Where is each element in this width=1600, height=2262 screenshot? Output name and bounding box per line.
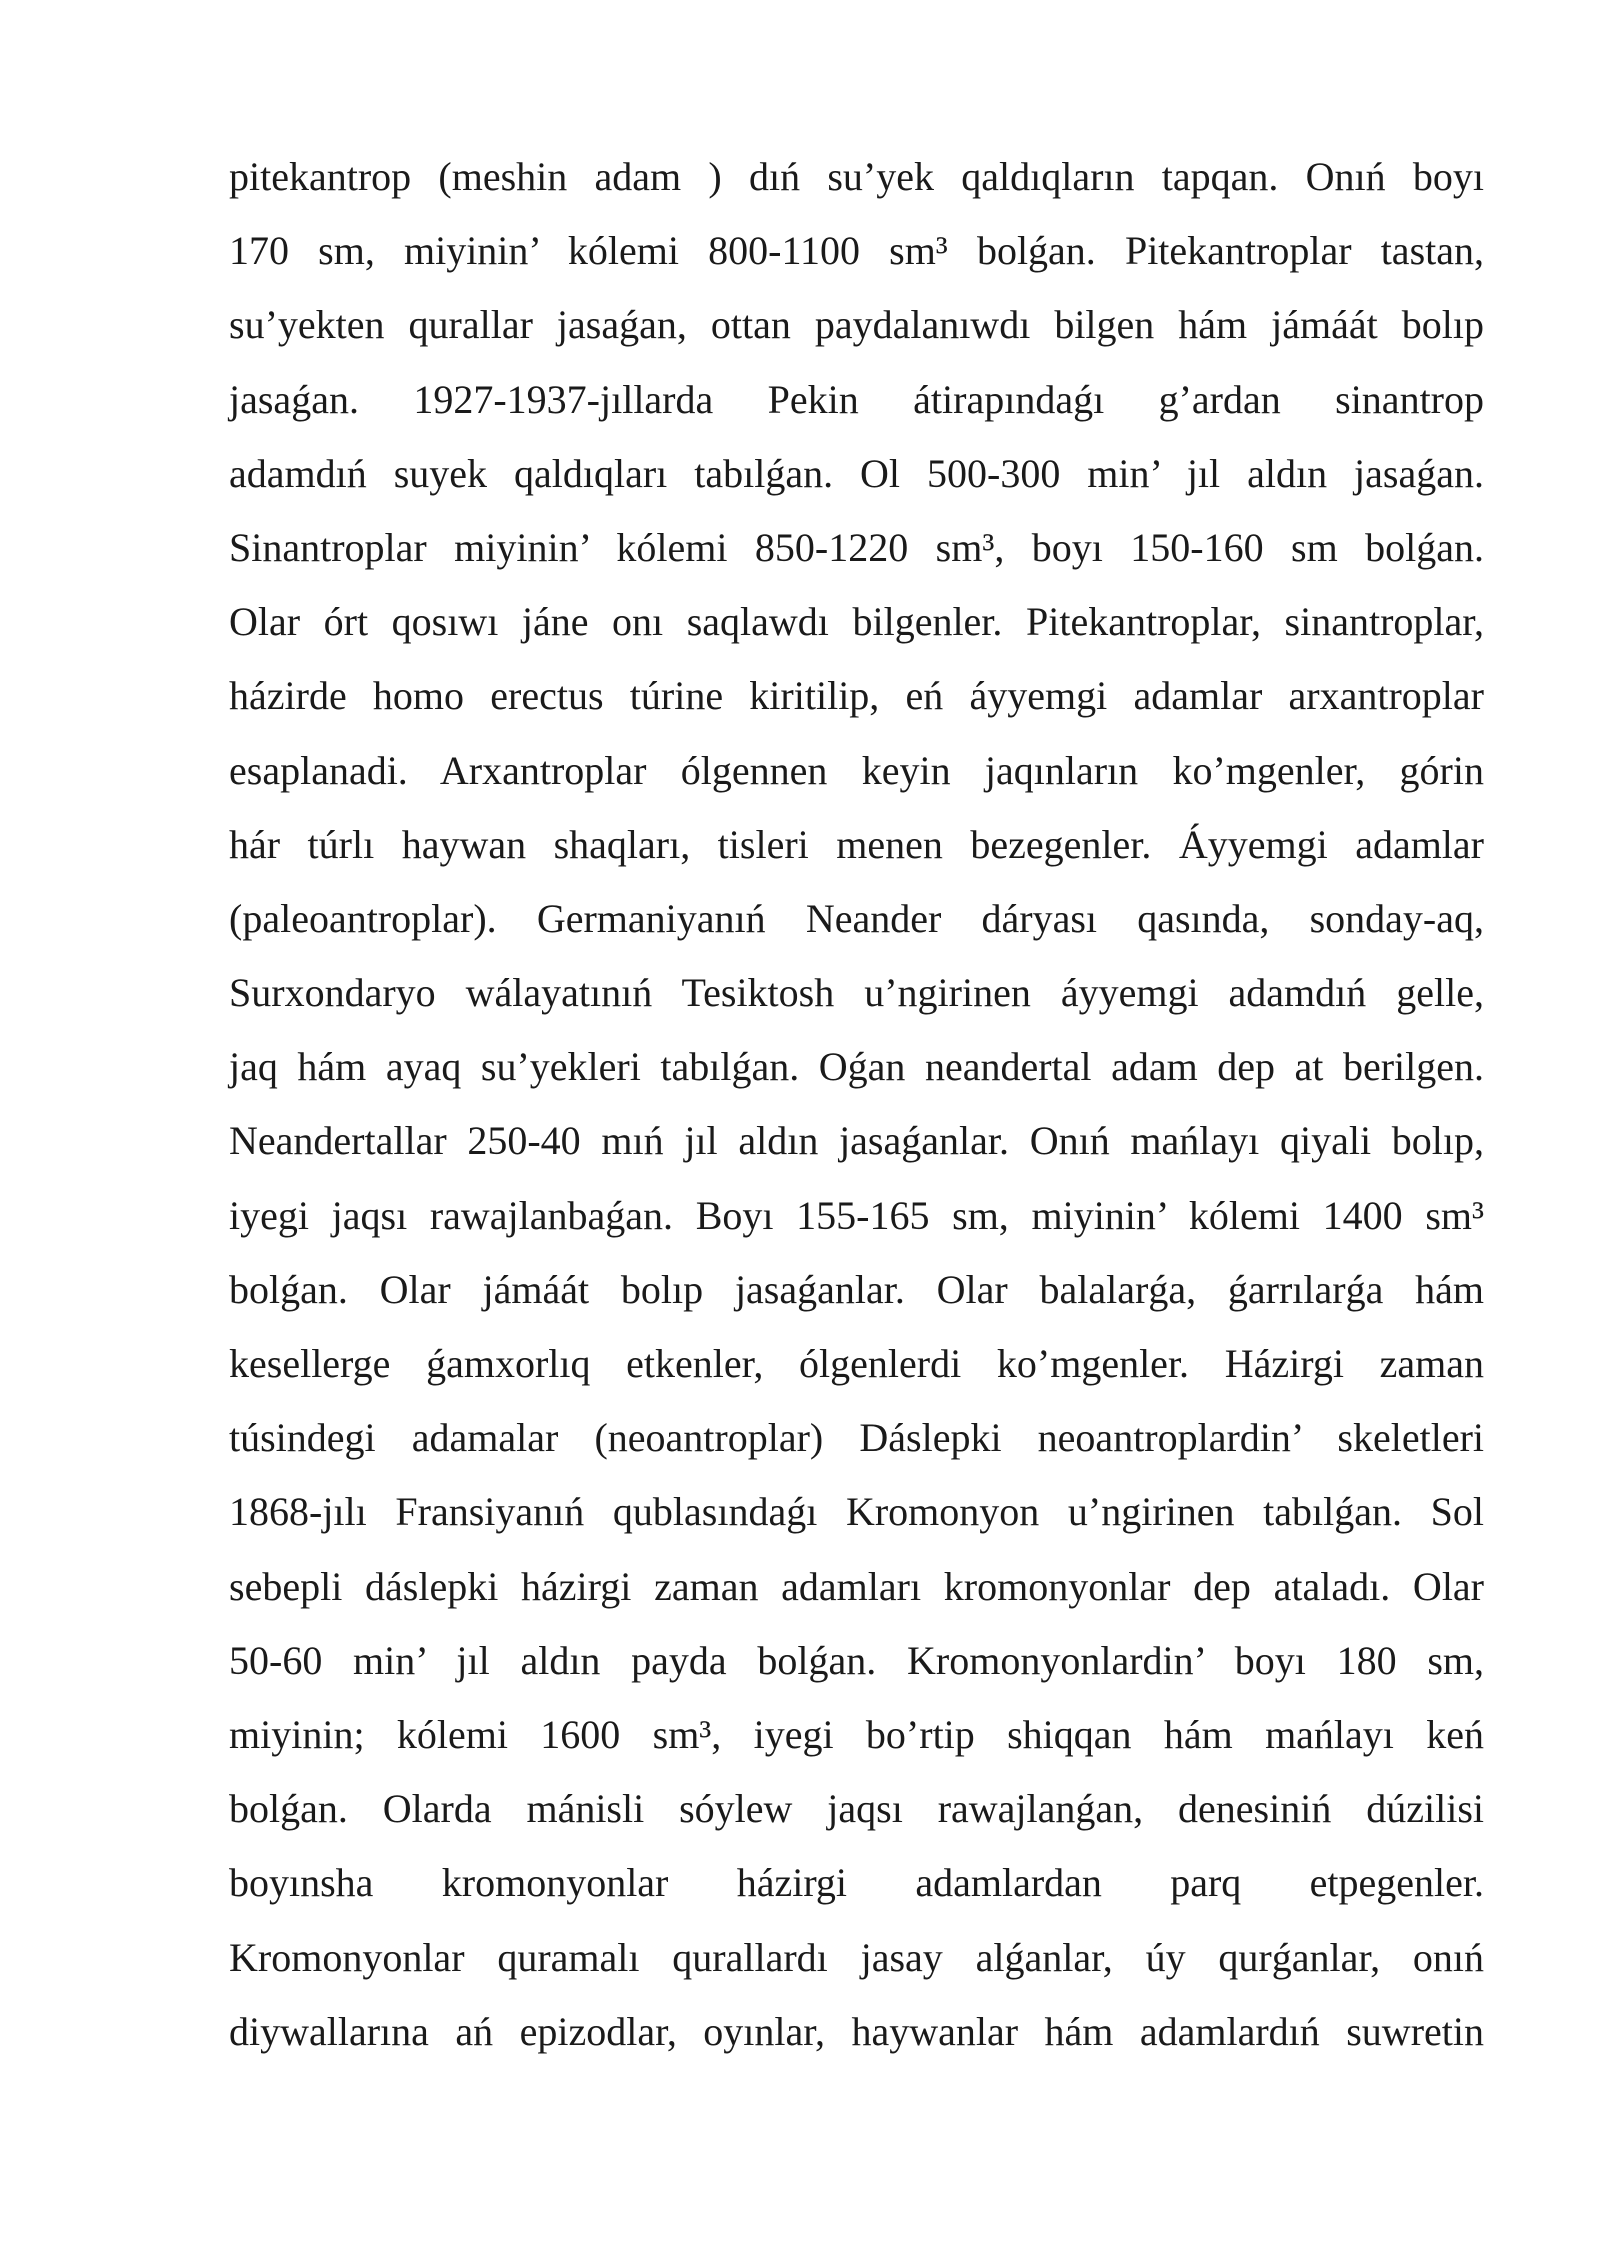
text-line: Sinantroplar miyinin’ kólemi 850-1220 sm³, boyı 150-160 sm bolǵan. [229,524,1484,570]
text-line: túsindegi adamalar (neoantroplar) Dáslepki neoantroplardin’ skeletleri [229,1415,1484,1461]
text-line: házirde homo erectus túrine kiritilip, eń áyyemgi adamlar arxantroplar [229,673,1484,719]
text-line: adamdıń suyek qaldıqları tabılǵan. Ol 500-300 min’ jıl aldın jasaǵan. [229,450,1484,496]
text-line: bolǵan. Olar jámáát bolıp jasaǵanlar. Olar balalarǵa, ǵarrılarǵa hám [229,1266,1484,1312]
text-line: 170 sm, miyinin’ kólemi 800-1100 sm³ bolǵan. Pitekantroplar tastan, [229,228,1484,274]
text-line: Neandertallar 250-40 mıń jıl aldın jasaǵanlar. Onıń mańlayı qiyali bolıp, [229,1118,1484,1164]
text-line: esaplanadi. Arxantroplar ólgennen keyin jaqınların ko’mgenler, górin [229,747,1484,793]
text-line: (paleoantroplar). Germaniyanıń Neander dáryası qasında, sonday-aq, [229,895,1484,941]
text-line: Kromonyonlar quramalı qurallardı jasay alǵanlar, úy qurǵanlar, onıń [229,1934,1484,1980]
body-text [229,140,1484,2069]
text-line: iyegi jaqsı rawajlanbaǵan. Boyı 155-165 sm, miyinin’ kólemi 1400 sm³ [229,1192,1484,1238]
text-line: miyinin; kólemi 1600 sm³, iyegi bo’rtip shiqqan hám mańlayı keń [229,1711,1484,1757]
text-line: jasaǵan. 1927-1937-jıllarda Pekin átirapındaǵı g’ardan sinantrop [229,376,1484,422]
text-line: su’yekten qurallar jasaǵan, ottan paydalanıwdı bilgen hám jámáát bolıp [229,302,1484,348]
text-line: pitekantrop (meshin adam ) dıń su’yek qaldıqların tapqan. Onıń boyı [229,154,1484,199]
text-line: bolǵan. Olarda mánisli sóylew jaqsı rawajlanǵan, denesiniń dúzilisi [229,1786,1484,1832]
text-line: sebepli dáslepki házirgi zaman adamları kromonyonlar dep ataladı. Olar [229,1563,1484,1609]
text-line: boyınsha kromonyonlar házirgi adamlardan parq etpegenler. [229,1860,1484,1906]
text-line: Surxondaryo wálayatınıń Tesiktosh u’ngirinen áyyemgi adamdıń gelle, [229,970,1484,1016]
text-line: 50-60 min’ jıl aldın payda bolǵan. Kromonyonlardin’ boyı 180 sm, [229,1637,1484,1683]
text-line: diywallarına ań epizodlar, oyınlar, haywanlar hám adamlardıń suwretin [229,2008,1484,2054]
text-line: Olar órt qosıwı jáne onı saqlawdı bilgenler. Pitekantroplar, sinantroplar, [229,599,1484,645]
text-line: jaq hám ayaq su’yekleri tabılǵan. Oǵan neandertal adam dep at berilgen. [229,1044,1484,1090]
text-line: hár túrlı haywan shaqları, tisleri menen bezegenler. Áyyemgi adamlar [229,821,1484,867]
text-line: 1868-jılı Fransiyanıń qublasındaǵı Kromonyon u’ngirinen tabılǵan. Sol [229,1489,1484,1535]
text-line: kesellerge ǵamxorlıq etkenler, ólgenlerdi ko’mgenler. Házirgi zaman [229,1341,1484,1386]
